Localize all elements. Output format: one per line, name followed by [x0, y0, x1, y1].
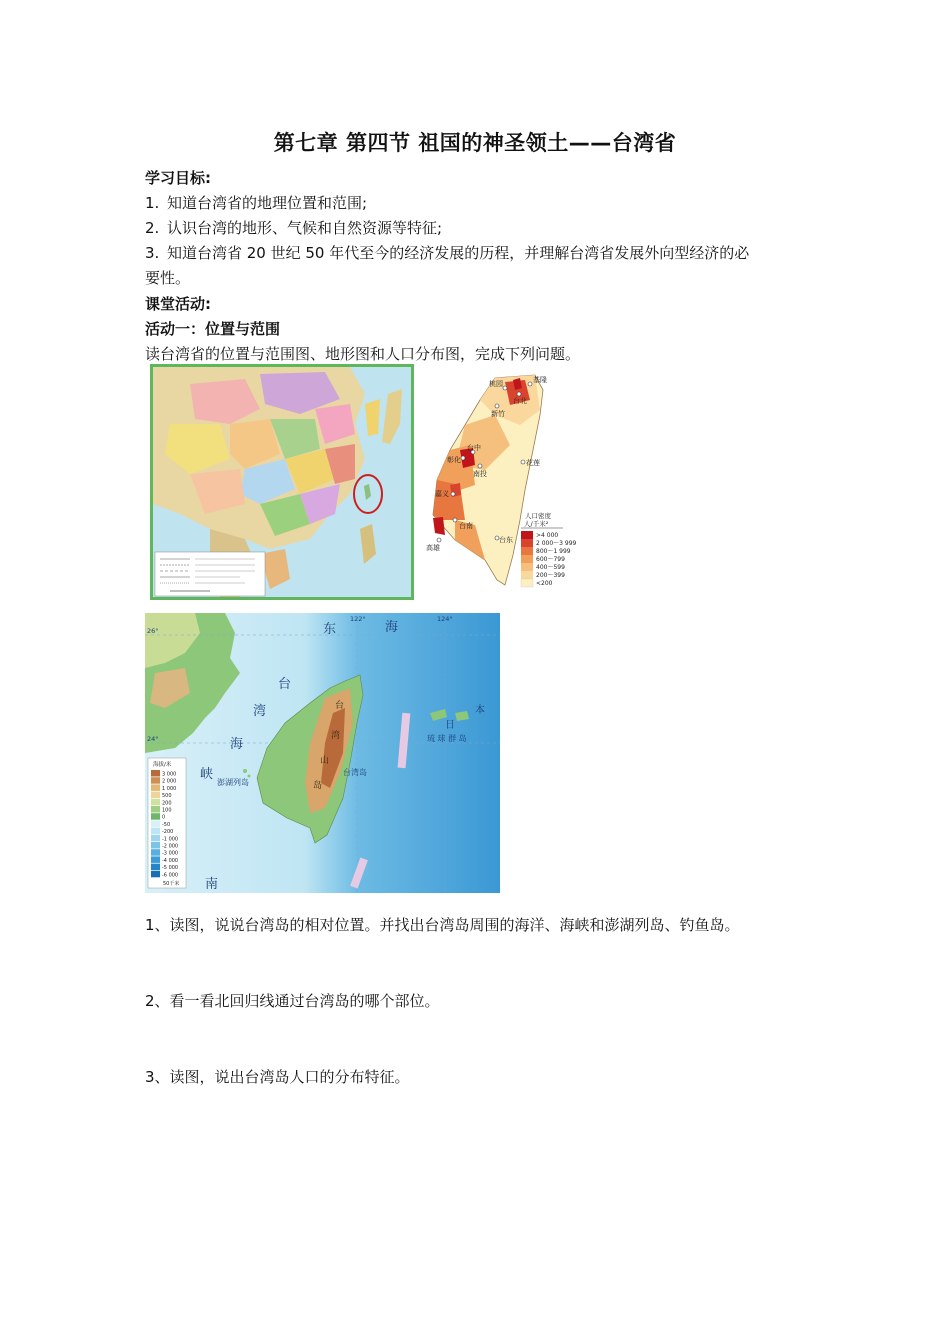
- terrain-scale: 50千米: [163, 881, 180, 887]
- map-label: 台: [335, 701, 345, 711]
- map-label: 24°: [147, 735, 159, 743]
- legend-unit: 人/千米²: [524, 520, 549, 528]
- terrain-legend-label: -2 000: [162, 843, 179, 850]
- population-density-map: [425, 370, 585, 598]
- city-label: 高雄: [426, 544, 440, 552]
- map-label: 122°: [350, 615, 366, 623]
- terrain-legend-label: 0: [162, 814, 166, 821]
- terrain-legend-label: 3 000: [162, 771, 177, 778]
- objective-item-1: [145, 193, 367, 213]
- terrain-legend-swatch: [151, 777, 160, 784]
- city-label: 彰化: [447, 456, 461, 464]
- terrain-map: [145, 613, 500, 893]
- terrain-legend-label: -3 000: [162, 850, 179, 857]
- map-label: 湾: [331, 731, 341, 741]
- objective-num: 1.: [145, 194, 160, 212]
- city-label: 台南: [459, 522, 473, 530]
- objective-item-3: [145, 243, 749, 263]
- city-label: 南投: [473, 470, 487, 478]
- objective-num: 3.: [145, 244, 160, 262]
- city-label: 台中: [467, 444, 481, 452]
- population-map-graphic: [425, 370, 585, 598]
- china-map-graphic: [150, 364, 414, 600]
- map-label: 124°: [437, 615, 453, 623]
- terrain-legend-swatch: [151, 842, 160, 849]
- terrain-legend-swatch: [151, 813, 160, 820]
- terrain-legend-swatch: [151, 784, 160, 791]
- city-label: 花莲: [526, 459, 540, 467]
- terrain-legend-swatch: [151, 806, 160, 813]
- map-label: 山: [320, 756, 330, 766]
- terrain-legend-swatch: [151, 770, 160, 777]
- terrain-legend-swatch: [151, 835, 160, 842]
- objectives-heading: 学习目标:: [145, 169, 211, 187]
- objective-num: 2.: [145, 219, 160, 237]
- terrain-legend-label: 1 000: [162, 785, 177, 792]
- question-3: 3、读图，说出台湾岛人口的分布特征。: [145, 1068, 410, 1086]
- terrain-legend-label: -5 000: [162, 865, 179, 872]
- terrain-legend-swatch: [151, 799, 160, 806]
- legend-label: 800～1 999: [536, 548, 571, 555]
- terrain-legend-label: 100: [162, 807, 172, 814]
- activity1-heading: 活动一：位置与范围: [145, 320, 281, 338]
- terrain-legend-title: 海拔/米: [153, 762, 172, 768]
- china-position-map: [150, 364, 414, 600]
- map-label: 台湾岛: [343, 768, 367, 777]
- map-label: 澎湖列岛: [217, 778, 249, 787]
- terrain-legend-label: 200: [162, 800, 172, 807]
- page-title: 第七章 第四节 祖国的神圣领土——台湾省: [273, 131, 677, 155]
- terrain-legend-swatch: [151, 849, 160, 856]
- objective-text: 知道台湾省 20 世纪 50 年代至今的经济发展的历程，并理解台湾省发展外向型经济的必: [167, 244, 750, 262]
- map-label: 台: [278, 677, 292, 692]
- legend-label: >4 000: [536, 532, 559, 539]
- city-label: 新竹: [491, 410, 505, 418]
- legend-label: <200: [536, 580, 553, 587]
- legend-label: 400～599: [536, 564, 565, 571]
- activities-heading: 课堂活动:: [145, 295, 211, 313]
- map-label: 峡: [200, 767, 214, 782]
- question-1: 1、读图，说说台湾岛的相对位置。并找出台湾岛周围的海洋、海峡和澎湖列岛、钓鱼岛。: [145, 916, 740, 934]
- map-label: 26°: [147, 627, 159, 635]
- city-label: 台北: [513, 397, 527, 405]
- terrain-legend-swatch: [151, 820, 160, 827]
- map-label: 本: [475, 705, 485, 716]
- city-label: 台东: [499, 536, 513, 544]
- map-label: 岛: [313, 781, 323, 791]
- map-label: 琉 球 群 岛: [427, 734, 467, 743]
- terrain-legend-label: 2 000: [162, 778, 177, 785]
- map-label: 东: [323, 622, 337, 637]
- legend-label: 2 000～3 999: [536, 540, 577, 547]
- activity1-intro: 读台湾省的位置与范围图、地形图和人口分布图，完成下列问题。: [145, 345, 581, 363]
- legend-label: 200～399: [536, 572, 565, 579]
- legend-label: 600～799: [536, 556, 565, 563]
- terrain-legend-label: -200: [162, 829, 174, 836]
- terrain-legend-label: -1 000: [162, 836, 179, 843]
- terrain-legend-swatch: [151, 864, 160, 871]
- map-label: 南: [205, 877, 219, 892]
- objective-item-3-continued: 要性。: [145, 269, 191, 287]
- city-label: 桃园: [489, 380, 503, 388]
- legend-swatches: [521, 531, 533, 587]
- objective-item-2: [145, 218, 442, 238]
- objective-text: 知道台湾省的地理位置和范围;: [167, 194, 368, 212]
- map-label: 海: [385, 620, 399, 635]
- terrain-legend-label: -50: [162, 821, 171, 828]
- terrain-legend-label: -4 000: [162, 857, 179, 864]
- city-label: 基隆: [533, 376, 547, 384]
- terrain-legend-label: 500: [162, 793, 172, 800]
- terrain-legend-label: -6 000: [162, 872, 179, 879]
- map-label: 海: [230, 737, 244, 752]
- terrain-legend-swatch: [151, 828, 160, 835]
- map-label: 湾: [253, 704, 267, 719]
- question-2: 2、看一看北回归线通过台湾岛的哪个部位。: [145, 992, 440, 1010]
- objective-text: 认识台湾的地形、气候和自然资源等特征;: [167, 219, 443, 237]
- terrain-legend-swatch: [151, 856, 160, 863]
- city-label: 嘉义: [435, 490, 449, 498]
- terrain-legend-swatch: [151, 871, 160, 878]
- map-label: 日: [445, 720, 455, 731]
- legend-title: 人口密度: [525, 512, 551, 520]
- terrain-map-graphic: [145, 613, 500, 893]
- terrain-legend-swatch: [151, 792, 160, 799]
